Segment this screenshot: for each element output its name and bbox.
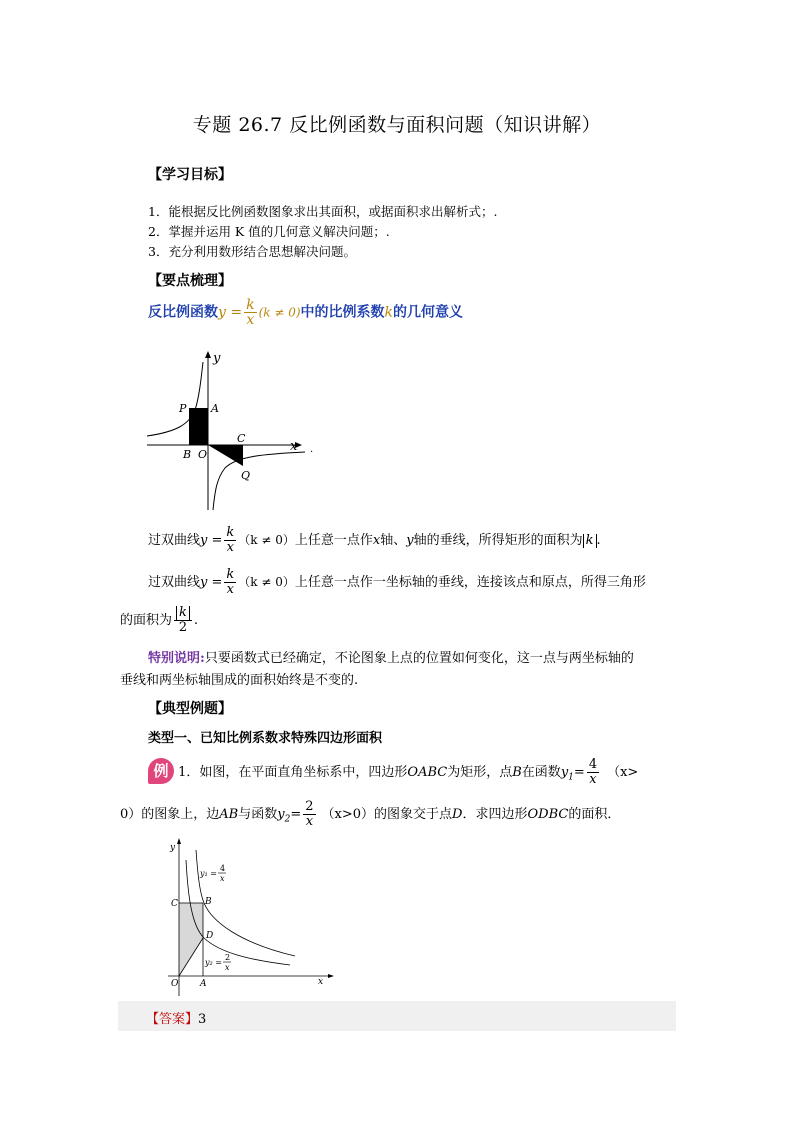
rectangle-area-statement: 过双曲线y = $\frac{k}{x}$ （k ≠ 0）上任意一点作x轴、y轴的垂线，所得矩形的面积为 k . xyxy=(148,525,601,555)
example-badge: 例 xyxy=(148,758,174,784)
goal-item: 3．充分利用数形结合思想解决问题。 xyxy=(148,244,356,259)
y-arrow xyxy=(205,351,211,358)
example-line2: 0）的图象上，边AB与函数$y_2=$ $\frac{2}{x}$ （x>0）的图象交于点D．求四边形ODBC的面积． xyxy=(120,799,621,829)
svg-text:x: x xyxy=(290,439,298,454)
goal-item: 2．掌握并运用 K 值的几何意义解决问题；. xyxy=(148,224,390,239)
fraction: $\frac{k}{2}$ xyxy=(174,606,192,635)
svg-text:2: 2 xyxy=(225,953,231,962)
svg-text:y₂ =: y₂ = xyxy=(205,958,222,967)
svg-text:x: x xyxy=(220,874,225,883)
svg-text:A: A xyxy=(200,979,207,989)
hyperbola-branch-right xyxy=(213,452,305,510)
svg-text:x: x xyxy=(225,963,230,972)
svg-text:Q: Q xyxy=(241,469,251,482)
svg-text:O: O xyxy=(171,979,179,989)
answer-box xyxy=(118,1001,676,1031)
hyperbola-figure xyxy=(145,350,320,515)
triangle-area xyxy=(208,445,243,466)
k-meaning-heading: 反比例函数y = $\frac{k}{x}$ (k ≠ 0)中的比例系数k的几何意义 xyxy=(148,297,464,328)
svg-text:y₁ =: y₁ = xyxy=(200,869,217,878)
fraction: $\frac{k}{x}$ xyxy=(226,567,235,597)
svg-text:4: 4 xyxy=(220,864,226,873)
svg-text:D: D xyxy=(206,931,214,941)
type-one-heading: 类型一、已知比例系数求特殊四边形面积 xyxy=(148,731,383,746)
fraction: $\frac{k}{x}$ xyxy=(246,297,255,328)
rectangle-area xyxy=(189,408,208,445)
section-points: 【要点梳理】 xyxy=(148,273,232,289)
shaded-region-odbc xyxy=(179,903,203,976)
goals-list xyxy=(148,202,708,262)
fraction: $\frac{k}{x}$ xyxy=(226,525,235,555)
special-note: 特别说明:只要函数式已经确定，不论图象上点的位置如何变化，这一点与两坐标轴的 xyxy=(148,651,634,666)
svg-text:P: P xyxy=(179,402,187,415)
section-examples: 【典型例题】 xyxy=(148,701,232,717)
answer: 【答案】3 xyxy=(146,1012,207,1027)
page-title: 专题 26.7 反比例函数与面积问题（知识讲解） xyxy=(192,114,602,136)
triangle-area-statement: 过双曲线y = $\frac{k}{x}$ （k ≠ 0）上任意一点作一坐标轴的垂线，连接该点和原点，所得三角形 xyxy=(148,567,646,597)
fraction: $\frac{2}{x}$ xyxy=(305,799,314,829)
svg-text:B: B xyxy=(183,448,192,461)
svg-text:y: y xyxy=(213,351,221,366)
goal-item: 1．能根据反比例函数图象求出其面积，或据面积求出解析式；. xyxy=(148,204,498,219)
triangle-area-value: 的面积为 $\frac{k}{2}$ . xyxy=(120,605,199,635)
example-line1: 例 1．如图，在平面直角坐标系中，四边形OABC为矩形，点B在函数$y_1=$ $\frac{4}{x}$ （x> xyxy=(148,758,638,789)
svg-text:x: x xyxy=(318,977,324,987)
svg-text:C: C xyxy=(237,432,246,445)
svg-text:.: . xyxy=(310,444,314,455)
special-note-line2: 垂线和两坐标轴围成的面积始终是不变的. xyxy=(120,673,359,688)
svg-text:A: A xyxy=(211,402,219,415)
svg-text:C: C xyxy=(171,899,178,909)
fraction: $\frac{4}{x}$ xyxy=(588,757,598,787)
svg-text:O: O xyxy=(198,448,208,461)
svg-text:y: y xyxy=(170,843,176,853)
example-figure xyxy=(160,838,340,998)
section-goals: 【学习目标】 xyxy=(148,167,232,183)
svg-text:B: B xyxy=(205,897,212,907)
